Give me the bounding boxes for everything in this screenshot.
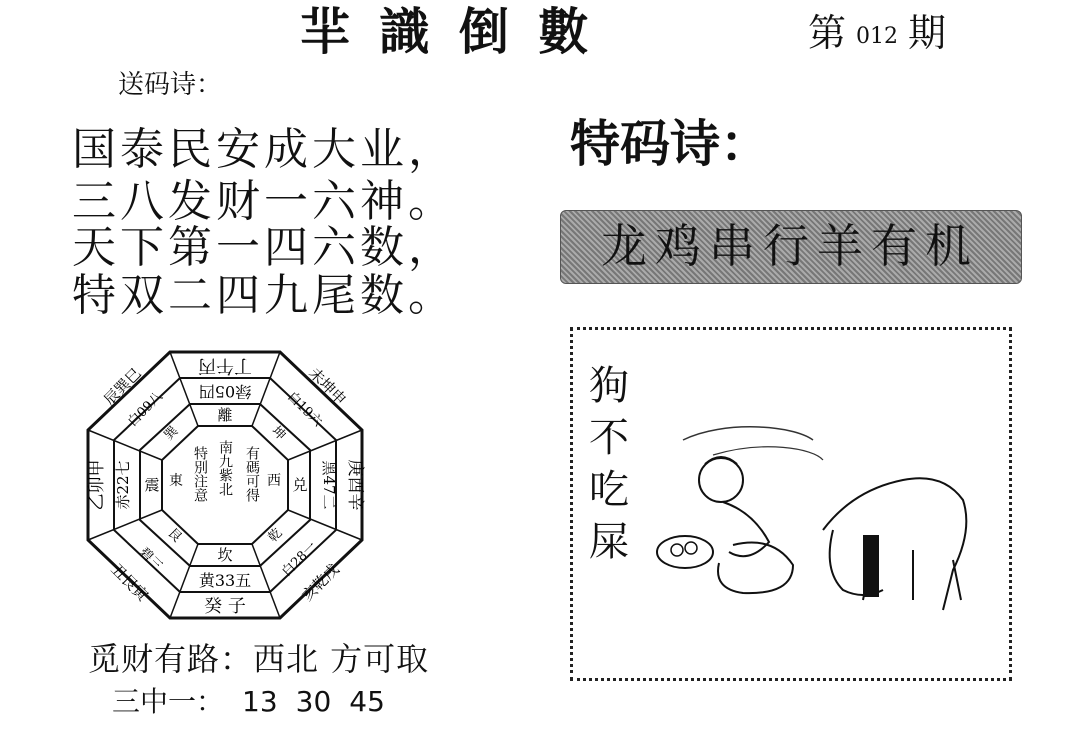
bagua-diagram [80, 350, 370, 620]
numbers-label: 三中一： [112, 685, 225, 718]
issue-prefix: 第 [808, 11, 847, 55]
cartoon-frame [570, 327, 1012, 681]
special-banner-text: 龙鸡串行羊有机 [601, 219, 979, 273]
bagua-sw-ring: 碧三 [135, 545, 165, 575]
bagua-se-outer: 亥乾戌 [298, 560, 343, 605]
bagua-east: 東 [169, 473, 183, 489]
bagua-nw-inner: 巽 [161, 423, 182, 444]
number-value: 13 [242, 685, 278, 718]
bagua-west: 西 [267, 473, 281, 489]
bagua-se-ring: 白28一 [279, 539, 320, 580]
number-value: 30 [295, 685, 332, 718]
bagua-left-ring: 赤22七 [114, 460, 132, 510]
issue-suffix: 期 [908, 11, 947, 55]
caption-char: 不 [589, 415, 629, 461]
bagua-se-inner: 乾 [265, 525, 286, 546]
caption-char: 吃 [589, 467, 629, 513]
bagua-nw-ring: 白09八 [125, 389, 166, 430]
wealth-direction: 觅财有路：西北 方可取 [88, 640, 430, 678]
bagua-bottom-inner: 坎 [217, 546, 233, 564]
bagua-right-outer: 庚酉辛 [345, 459, 365, 511]
poem-label: 送码诗： [118, 70, 223, 100]
poem-line: 特双二四九尾数。 [72, 270, 456, 321]
issue-number [808, 8, 946, 62]
bagua-left-outer: 乙卯甲 [87, 459, 107, 511]
bagua-left-inner: 震 [144, 476, 160, 494]
poem-line: 国泰民安成大业， [72, 124, 456, 175]
special-poem-label: 特码诗： [570, 115, 770, 173]
bagua-center-col2: 南九紫北 [217, 440, 233, 496]
bagua-sw-inner: 艮 [164, 525, 185, 546]
bagua-bottom-ring: 黄33五 [198, 571, 252, 590]
caption-char: 屎 [589, 519, 629, 565]
bagua-top-outer: 丁午丙 [198, 355, 252, 376]
bagua-ne-inner: 坤 [268, 423, 289, 444]
bagua-right-ring: 黑47二 [320, 460, 338, 510]
bagua-bottom-outer: 癸 子 [204, 596, 246, 617]
poem-line: 天下第一四六数， [72, 222, 456, 273]
number-value: 45 [349, 685, 385, 718]
cartoon-illustration [573, 330, 1009, 678]
cartoon-caption [584, 360, 634, 568]
bagua-top-ring: 绿05四 [198, 382, 252, 401]
issue-value: 012 [856, 23, 899, 49]
bagua-right-inner: 兑 [292, 476, 308, 494]
bagua-top-inner: 離 [217, 406, 233, 424]
bagua-sw-outer: 丑艮寅 [107, 560, 152, 605]
page-title: 羋 識 倒 數 [300, 3, 595, 61]
bagua-ne-outer: 未坤申 [305, 364, 350, 409]
poem-line: 三八发财一六神。 [72, 176, 456, 227]
bagua-ne-ring: 白19六 [284, 389, 325, 430]
numbers-line [112, 680, 385, 720]
bagua-center-col1: 有碼可得 [244, 446, 260, 502]
bagua-center-col3: 特別注意 [192, 446, 208, 502]
bagua-nw-outer: 辰巽巳 [100, 364, 145, 409]
caption-char: 狗 [589, 363, 629, 409]
